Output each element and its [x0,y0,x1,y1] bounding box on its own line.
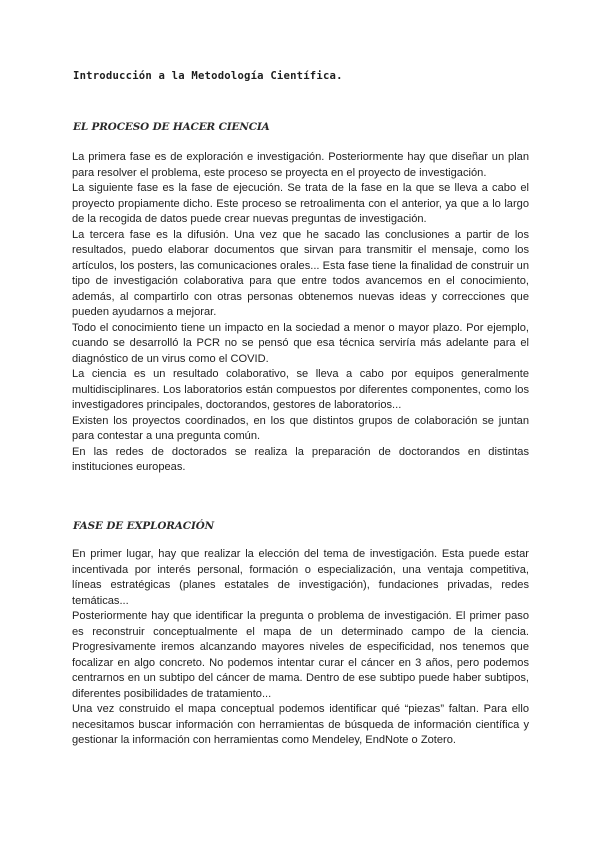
section-body-exploracion [72,547,529,749]
paragraph: La tercera fase es la difusión. Una vez que he sacado las conclusiones a partir de los resultados, puedo elaborar documentos que sirvan para transmitir el mensaje, como los artículos, los posters, las comunicaciones orales... Esta fase tiene la finalidad de construir un tipo de investigación colaborativa para que entre todos avancemos en el conocimiento, además, al compartirlo con otras personas obtenemos nuevas ideas y correcciones que pueden ayudarnos a mejorar. [72,228,529,318]
section-body-proceso [72,150,529,476]
paragraph: Existen los proyectos coordinados, en los que distintos grupos de colaboración se juntan para contestar a una pregunta común. [72,414,529,442]
paragraph: La ciencia es un resultado colaborativo, se lleva a cabo por equipos generalmente multidisciplinares. Los laboratorios están compuestos por diferentes componentes, como los investigadores principales, doctorandos, gestores de laboratorios... [72,368,529,411]
paragraph: La siguiente fase es la fase de ejecución. Se trata de la fase en la que se lleva a cabo el proyecto propiamente dicho. Este proceso se retroalimenta con el anterior, ya que a lo largo de la recogida de datos puede crear nuevas preguntas de investigación. [72,182,529,225]
paragraph: Posteriormente hay que identificar la pregunta o problema de investigación. El primer paso es reconstruir conceptualmente el mapa de un determinado campo de la ciencia. Progresivamente iremos alcanzando mayores niveles de especificidad, nos tenemos que focalizar en algo concreto. No podemos intentar curar el cáncer en 3 años, pero podemos centrarnos en un subtipo del cáncer de mama. Dentro de ese subtipo puede haber subtipos, diferentes posibilidades de tratamiento... [72,610,529,700]
paragraph: Una vez construido el mapa conceptual podemos identificar qué “piezas” faltan. Para ello necesitamos buscar información con herramientas de búsqueda de información científica y gestionar la información con herramientas como Mendeley, EndNote o Zotero. [72,703,529,746]
section-heading-proceso: EL PROCESO DE HACER CIENCIA [73,121,270,133]
paragraph: En primer lugar, hay que realizar la elección del tema de investigación. Esta puede estar incentivada por interés personal, formación o especialización, una ventaja competitiva, líneas estratégicas (planes estatales de investigación), fundaciones privadas, redes temáticas... [72,548,529,607]
paragraph: Todo el conocimiento tiene un impacto en la sociedad a menor o mayor plazo. Por ejemplo, cuando se desarrolló la PCR no se pensó que esa técnica serviría más adelante para el diagnóstico de un virus como el COVID. [72,321,529,365]
section-heading-exploracion: FASE DE EXPLORACIÓN [73,520,215,532]
paragraph: La primera fase es de exploración e investigación. Posteriormente hay que diseñar un plan para resolver el problema, este proceso se proyecta en el proyecto de investigación. [72,151,529,179]
document-title: Introducción a la Metodología Científica. [73,70,343,82]
paragraph: En las redes de doctorados se realiza la preparación de doctorandos en distintas instituciones europeas. [72,445,529,473]
